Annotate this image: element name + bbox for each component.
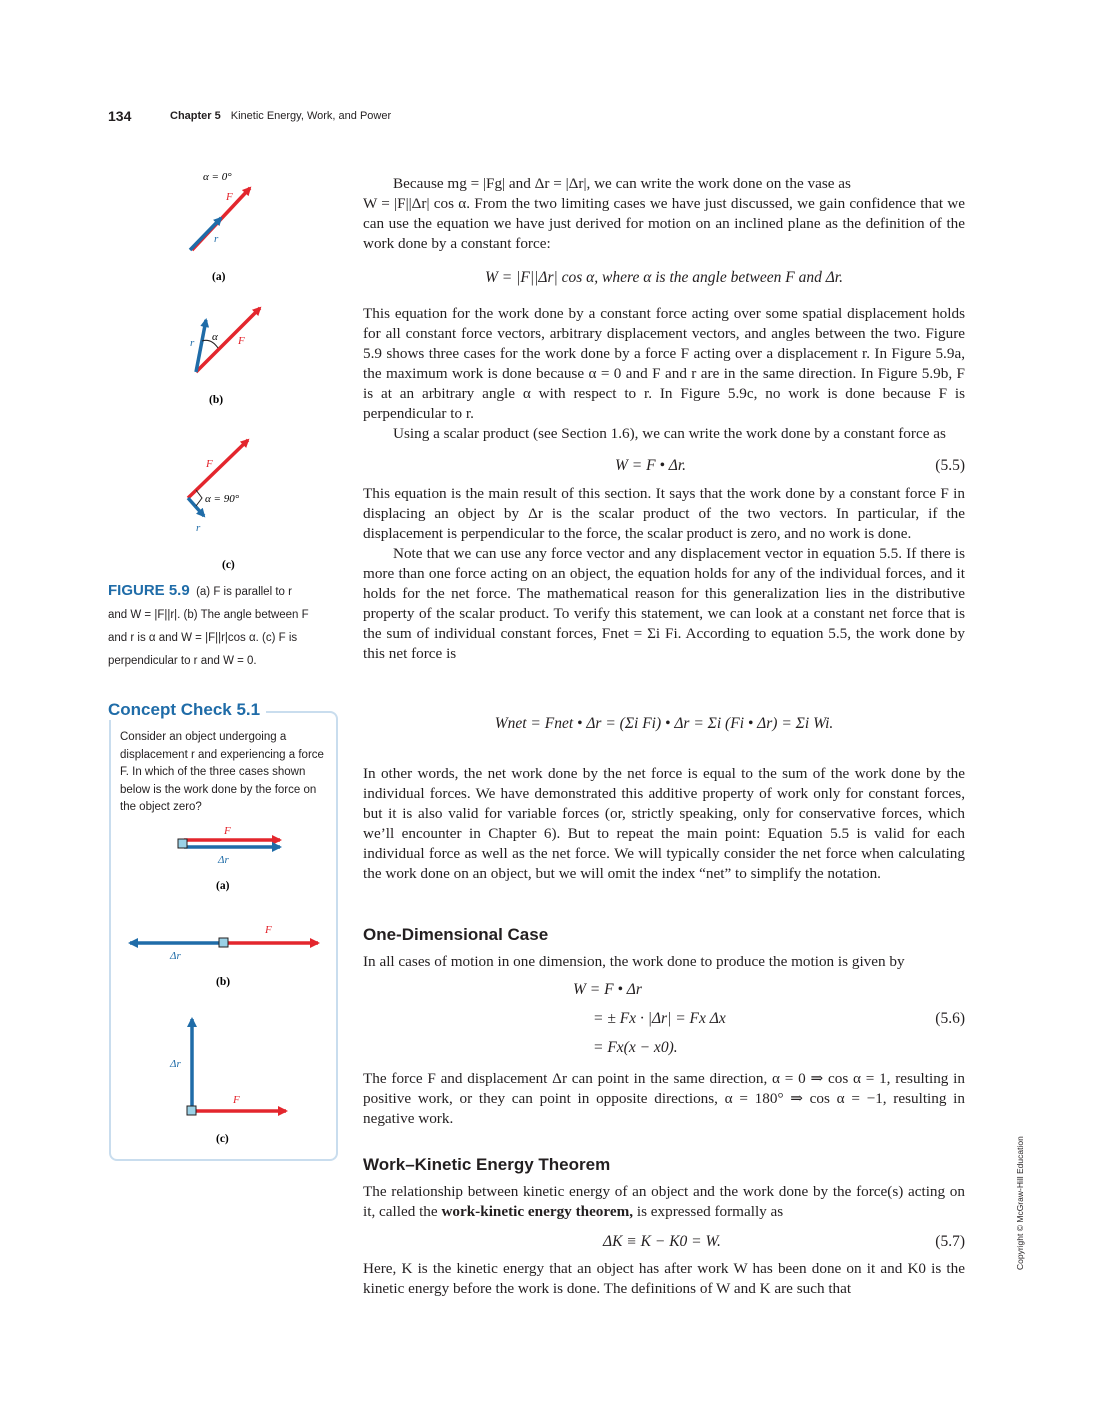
cc-c-object	[187, 1106, 196, 1115]
paragraph-additive	[363, 764, 965, 884]
equation-work-definition: W = |F||Δr| cos α, where α is the angle between F and Δr.	[485, 269, 843, 286]
cc-a-disp-symbol: Δr	[218, 854, 229, 866]
page-number: 134	[108, 108, 132, 124]
fig-c-force-symbol: F	[206, 458, 213, 470]
cc-b-object	[219, 938, 228, 947]
caption-line-3: and r is α and W = |F||r|cos α. (c) F is	[108, 632, 298, 644]
concept-check-question: Consider an object undergoing a displacement r and experiencing a force F. In which of the three cases shown below is the work done by the force on the object zero?	[120, 731, 324, 814]
additive-text: In other words, the net work done by the net force is equal to the sum of the work done by the individual forces. We have demonstrated this additive property of work only for constant forces, but it is also valid for variable forces (or, strictly speaking, only for conservative forces, which we’ll encounter in Chapter 6). But to repeat the main point: Equation 5.5 is valid for each individual force as well as the net force. We will typically consider the net force when calculating the work done on an object, but we will omit the index “net” to simplify the notation.	[363, 765, 965, 882]
equation-5-7-body: ΔK ≡ K − K0 = W.	[603, 1233, 721, 1250]
equation-5-6-number: (5.6)	[935, 1010, 965, 1027]
equation-5-6-line-3: = Fx(x − x0).	[593, 1039, 678, 1056]
force-direction-text: The force F and displacement Δr can point in the same direction, α = 0 ⇒ cos α = 1, resulting in positive work, or they can point in opposite directions, α = 180° ⇒ cos α = −1, resulting in negative work.	[363, 1070, 965, 1127]
equation-5-6-line-1: W = F • Δr	[573, 981, 642, 998]
chapter-title: Kinetic Energy, Work, and Power	[230, 110, 392, 122]
figure-caption	[108, 579, 338, 673]
fig-c-label: (c)	[222, 559, 235, 571]
fig-a-force-symbol: F	[226, 191, 233, 203]
fig-b-force-symbol: F	[238, 335, 245, 347]
fig-b-disp-symbol: r	[190, 337, 195, 349]
caption-line-4: perpendicular to r and W = 0.	[108, 655, 257, 667]
caption-title: FIGURE 5.9	[108, 582, 190, 599]
theorem-text-c: is expressed formally as	[633, 1203, 784, 1220]
cc-a-object	[178, 839, 187, 848]
paragraph-definitions	[363, 1259, 965, 1299]
cc-c-force-symbol: F	[233, 1094, 240, 1106]
caption-line-2: and W = |F||r|. (b) The angle between F	[108, 609, 309, 621]
paragraph-main-result	[363, 484, 965, 664]
paragraph-theorem	[363, 1182, 965, 1222]
cc-c-disp-symbol: Δr	[170, 1058, 181, 1070]
intro-rest: W = |F||Δr| cos α. From the two limiting cases we have just discussed, we gain confidence that we can use the equation we have just derived for motion on an inclined plane as the definition of the work done by a constant force:	[363, 195, 965, 252]
cc-a-force-symbol: F	[224, 825, 231, 837]
scalar-product-text: Using a scalar product (see Section 1.6), we can write the work done by a constant force as	[393, 425, 946, 442]
cc-c-label: (c)	[216, 1133, 229, 1145]
equation-5-6-line-2: = ± Fx · |Δr| = Fx Δx	[593, 1010, 726, 1027]
concept-check-title: Concept Check 5.1	[108, 700, 266, 720]
main-result-text: This equation is the main result of this section. It says that the work done by a constant force F in displacing an object by Δr is the scalar product of the two vectors. In particular, if the displacement is perpendicular to the force, the scalar product is zero, and no work is done.	[363, 485, 965, 542]
paragraph-cases	[363, 304, 965, 444]
one-dimensional-text: In all cases of motion in one dimension, the work done to produce the motion is given by	[363, 953, 905, 970]
fig-b-label: (b)	[209, 394, 224, 406]
concept-check-diagrams	[110, 815, 336, 1155]
paragraph-one-dimensional	[363, 952, 965, 972]
definitions-text: Here, K is the kinetic energy that an object has after work W has been done on it and K0 is the kinetic energy before the work is done. The definitions of W and K are such that	[363, 1260, 965, 1297]
heading-work-kinetic-energy: Work–Kinetic Energy Theorem	[363, 1155, 611, 1174]
fig-c-right-angle	[196, 490, 202, 506]
fig-b-angle-label: α	[212, 331, 218, 343]
cc-b-force-symbol: F	[265, 924, 272, 936]
fig-a-label: (a)	[212, 271, 226, 283]
figure-5-9	[108, 160, 348, 580]
net-force-text: Note that we can use any force vector and any displacement vector in equation 5.5. If there is more than one force acting on an object, the equation holds for any of the individual forces, and it holds for the net force. The mathematical reason for this generalization lies in the distributive property of the scalar product. To verify this statement, we can look at a constant net force that is the sum of individual constant forces, Fnet = Σi Fi. According to equation 5.5, the work done by this net force is	[363, 545, 965, 662]
equation-5-5-number: (5.5)	[935, 457, 965, 474]
cc-b-label: (b)	[216, 976, 231, 988]
theorem-text-a: The relationship between kinetic energy of an object and the work done by the force(s) acting on it, called the	[363, 1183, 965, 1220]
equation-5-5-body: W = F • Δr.	[615, 457, 687, 474]
cc-b-disp-symbol: Δr	[170, 950, 181, 962]
heading-one-dimensional: One-Dimensional Case	[363, 925, 549, 944]
caption-line-1: (a) F is parallel to r	[196, 586, 292, 598]
theorem-term: work-kinetic energy theorem,	[441, 1203, 634, 1220]
fig-a-disp-symbol: r	[214, 233, 219, 245]
fig-a-angle-label: α = 0°	[203, 171, 232, 183]
cc-a-label: (a)	[216, 880, 230, 892]
equation-5-7-number: (5.7)	[935, 1233, 965, 1250]
copyright-notice: Copyright © McGraw-Hill Education	[1015, 1136, 1025, 1270]
fig-c-displacement-arrow	[188, 498, 204, 516]
fig-c-angle-label: α = 90°	[205, 493, 240, 505]
chapter-label: Chapter 5	[170, 110, 221, 122]
fig-c-disp-symbol: r	[196, 522, 201, 534]
fig-c-force-arrow	[188, 440, 248, 498]
paragraph-intro	[363, 174, 965, 254]
paragraph-force-direction	[363, 1069, 965, 1129]
chapter-header	[170, 110, 391, 122]
cases-text: This equation for the work done by a constant force acting over some spatial displacement holds for all constant force vectors, arbitrary displacement vectors, and angles between the two. Figure 5.9 shows three cases for the work done by a force F acting over a displacement r. In Figure 5.9a, the maximum work is done because α = 0 and F and r are in the same direction. In Figure 5.9b, F is at an arbitrary angle α with respect to r. In Figure 5.9c, no work is done because F is perpendicular to r.	[363, 305, 965, 422]
equation-5-6	[363, 980, 965, 1056]
intro-line-1: Because mg = |Fg| and Δr = |Δr|, we can write the work done on the vase as	[393, 175, 851, 192]
equation-net-work: Wnet = Fnet • Δr = (Σi Fi) • Δr = Σi (Fi • Δr) = Σi Wi.	[494, 715, 834, 732]
